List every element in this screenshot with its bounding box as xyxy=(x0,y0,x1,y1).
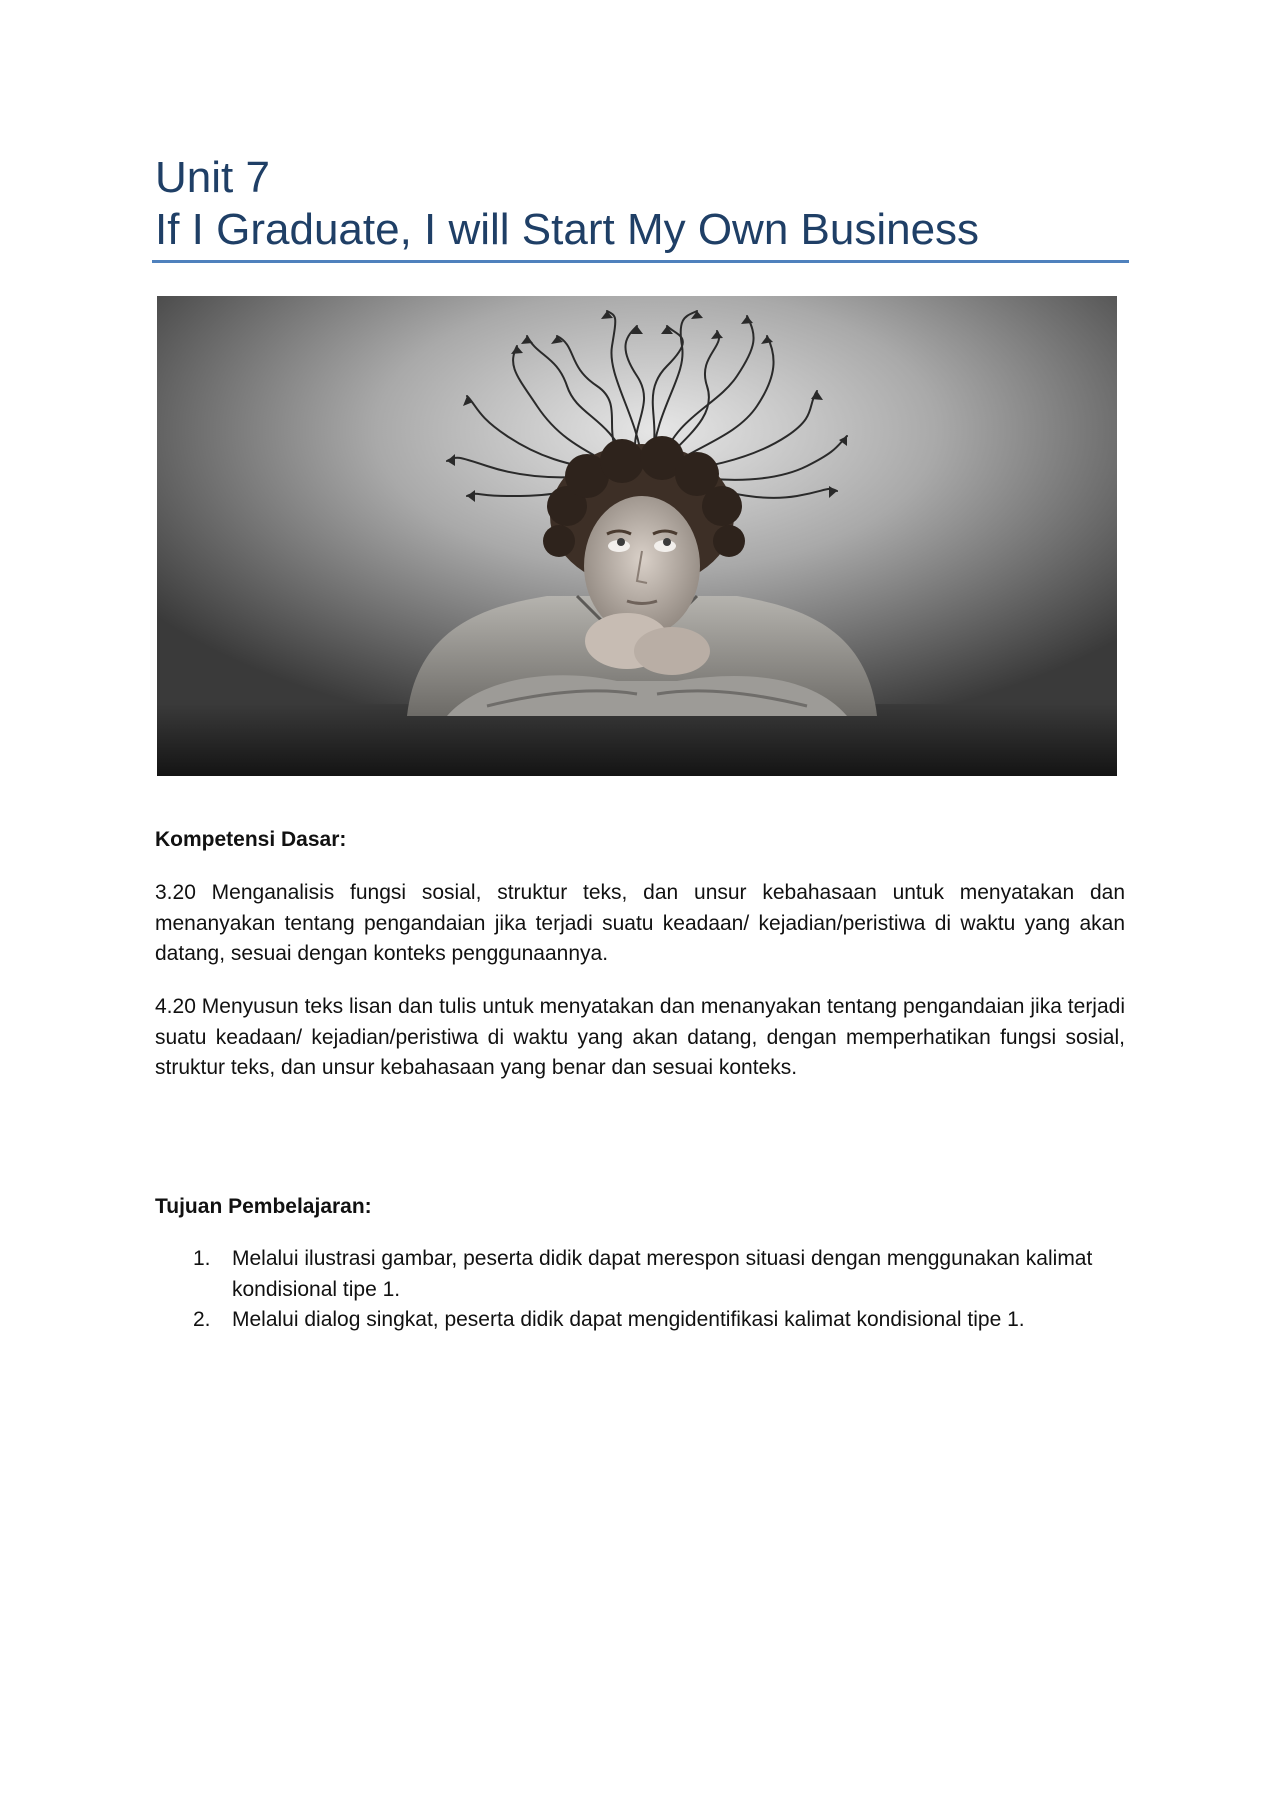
unit-title: If I Graduate, I will Start My Own Business xyxy=(155,205,980,254)
list-item-number: 1. xyxy=(193,1247,211,1270)
list-item xyxy=(155,1244,1130,1305)
thinking-man-illustration xyxy=(157,296,1117,776)
title-divider xyxy=(152,260,1129,263)
list-item-text: Melalui ilustrasi gambar, peserta didik dapat merespon situasi dengan menggunakan kalimat kondisional tipe 1. xyxy=(232,1247,1093,1301)
kompetensi-heading: Kompetensi Dasar: xyxy=(155,828,347,851)
kompetensi-item-1: 3.20 Menganalisis fungsi sosial, struktur teks, dan unsur kebahasaan untuk menyatakan dan menanyakan tentang pengandaian jika terjadi suatu keadaan/ kejadian/peristiwa di waktu yang akan datang, sesuai dengan konteks penggunaannya. xyxy=(155,881,1125,965)
tujuan-heading: Tujuan Pembelajaran: xyxy=(155,1195,372,1218)
hero-image xyxy=(157,296,1117,776)
unit-label: Unit 7 xyxy=(155,153,270,202)
tujuan-list xyxy=(155,1244,1130,1336)
title-block xyxy=(155,152,1130,256)
list-item-text: Melalui dialog singkat, peserta didik dapat mengidentifikasi kalimat kondisional tipe 1. xyxy=(232,1308,1025,1331)
kompetensi-item-2: 4.20 Menyusun teks lisan dan tulis untuk menyatakan dan menanyakan tentang pengandaian jika terjadi suatu keadaan/ kejadian/peristiwa di waktu yang akan datang, dengan memperhatikan fungsi sosial, struktur teks, dan unsur kebahasaan yang benar dan sesuai konteks. xyxy=(155,995,1125,1079)
list-item xyxy=(155,1305,1130,1336)
list-item-number: 2. xyxy=(193,1308,211,1331)
